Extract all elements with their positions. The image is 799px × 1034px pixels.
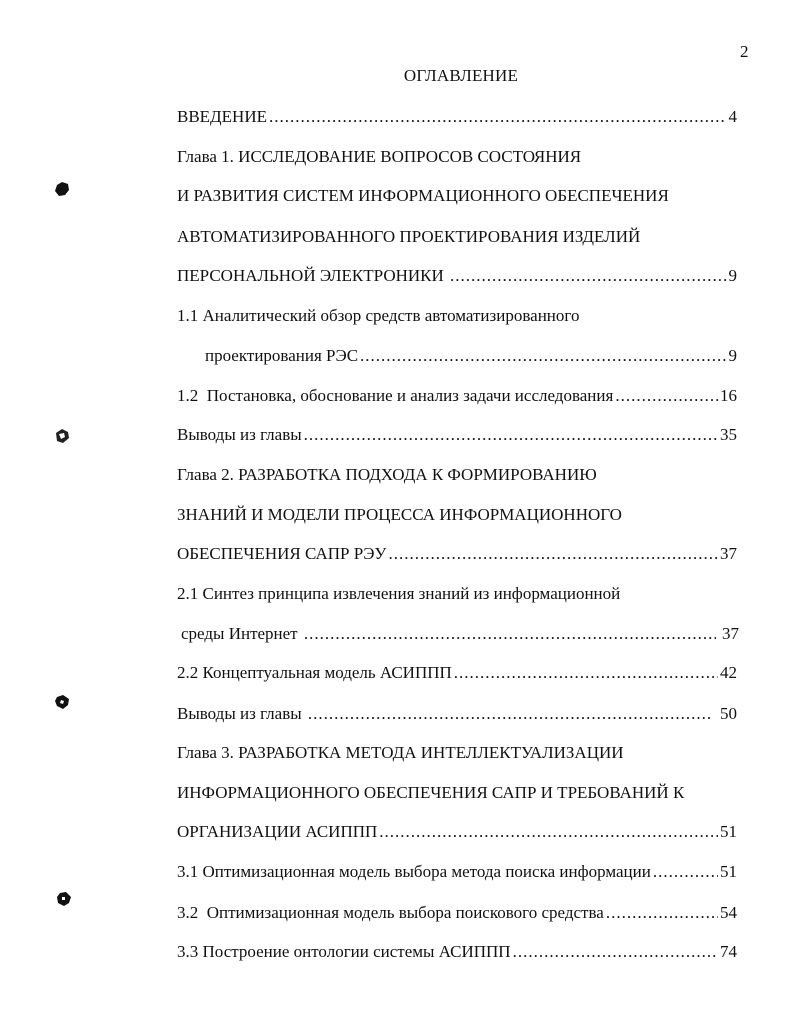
toc-entry [177, 704, 737, 724]
punch-hole-icon [54, 428, 70, 444]
toc-entry-label: ПЕРСОНАЛЬНОЙ ЭЛЕКТРОНИКИ [177, 266, 449, 285]
toc-entry-page: 51 [720, 862, 737, 881]
toc-entry-label: 3.1 Оптимизационная модель выбора метода поиска информации [177, 862, 651, 881]
toc-entry-label: 2.2 Концептуальная модель АСИППП [177, 663, 452, 682]
toc-entry-dots [513, 942, 718, 962]
toc-entry-dots [388, 544, 718, 564]
toc-entry-page: 9 [728, 266, 737, 285]
toc-heading-line: ИНФОРМАЦИОННОГО ОБЕСПЕЧЕНИЯ САПР И ТРЕБОВАНИЙ К [177, 783, 685, 802]
toc-entry [205, 346, 737, 366]
toc-entry-dots [304, 425, 718, 445]
toc-entry [177, 544, 737, 564]
toc-entry-dots [653, 862, 718, 882]
toc-heading-line: 2.1 Синтез принципа извлечения знаний из информационной [177, 584, 621, 603]
toc-entry [177, 107, 737, 127]
toc-entry-page: 50 [711, 704, 737, 723]
toc-entry-dots [379, 822, 718, 842]
toc-entry-label: ВВЕДЕНИЕ [177, 107, 267, 126]
toc-entry-dots [450, 266, 726, 286]
toc-heading-line: АВТОМАТИЗИРОВАННОГО ПРОЕКТИРОВАНИЯ ИЗДЕЛИЙ [177, 227, 641, 246]
toc-entry-label: проектирования РЭС [205, 346, 359, 365]
toc-entry [177, 822, 737, 842]
toc-entry-page: 35 [720, 425, 737, 444]
toc-entry-dots [615, 386, 718, 406]
toc-heading-line: Глава 3. РАЗРАБОТКА МЕТОДА ИНТЕЛЛЕКТУАЛИЗАЦИИ [177, 743, 624, 762]
toc-entry-page: 74 [720, 942, 737, 961]
toc-entry-label: среды Интернет [181, 624, 302, 643]
page-title: ОГЛАВЛЕНИЕ [403, 66, 519, 85]
toc-entry-dots [454, 663, 718, 683]
punch-hole-icon [56, 891, 72, 907]
toc-entry [177, 425, 737, 445]
punch-hole-icon [54, 181, 70, 197]
toc-heading-line: Глава 1. ИССЛЕДОВАНИЕ ВОПРОСОВ СОСТОЯНИЯ [177, 147, 582, 166]
toc-entry-label: 3.3 Построение онтологии системы АСИППП [177, 942, 511, 961]
toc-entry-label: Выводы из главы [177, 425, 302, 444]
toc-heading-line: И РАЗВИТИЯ СИСТЕМ ИНФОРМАЦИОННОГО ОБЕСПЕЧЕНИЯ [177, 186, 669, 205]
toc-entry-page: 4 [728, 107, 737, 126]
toc-entry-page: 16 [720, 386, 737, 405]
toc-entry [181, 624, 739, 644]
toc-entry [177, 386, 737, 406]
toc-entry [177, 862, 737, 882]
toc-entry-dots [308, 704, 710, 724]
toc-entry-page: 37 [717, 624, 739, 643]
toc-entry [177, 942, 737, 962]
toc-entry [177, 903, 737, 923]
toc-entry-dots [606, 903, 718, 923]
page-number: 2 [740, 42, 749, 61]
toc-entry-label: 3.2 Оптимизационная модель выбора поискового средства [177, 903, 604, 922]
toc-heading-line: 1.1 Аналитический обзор средств автоматизированного [177, 306, 580, 325]
toc-entry-dots [360, 346, 726, 366]
toc-entry-page: 54 [720, 903, 737, 922]
toc-entry-dots [269, 107, 727, 127]
toc-heading-line: Глава 2. РАЗРАБОТКА ПОДХОДА К ФОРМИРОВАНИЮ [177, 465, 597, 484]
toc-entry-label: ОБЕСПЕЧЕНИЯ САПР РЭУ [177, 544, 387, 563]
toc-entry-page: 42 [720, 663, 737, 682]
toc-entry-label: 1.2 Постановка, обоснование и анализ задачи исследования [177, 386, 614, 405]
punch-hole-icon [54, 694, 70, 710]
toc-heading-line: ЗНАНИЙ И МОДЕЛИ ПРОЦЕССА ИНФОРМАЦИОННОГО [177, 505, 622, 524]
toc-entry-label: Выводы из главы [177, 704, 306, 723]
toc-entry-page: 51 [720, 822, 737, 841]
toc-entry [177, 266, 737, 286]
toc-entry-dots [304, 624, 716, 644]
toc-entry-page: 37 [720, 544, 737, 563]
toc-entry-page: 9 [728, 346, 737, 365]
toc-entry-label: ОРГАНИЗАЦИИ АСИППП [177, 822, 378, 841]
toc-entry [177, 663, 737, 683]
